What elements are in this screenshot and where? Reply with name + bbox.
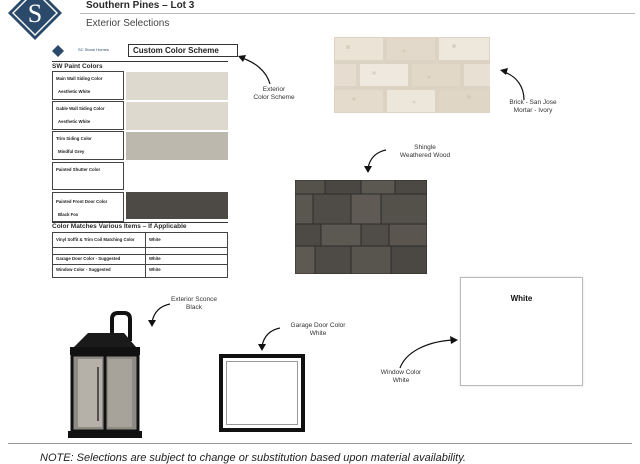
- exterior-caption: [244, 86, 304, 102]
- shingle-arrow-icon: [362, 148, 392, 174]
- paint-swatch: [126, 132, 228, 160]
- matches-table: [52, 232, 228, 278]
- paint-row-name: Painted Shutter Color: [56, 167, 101, 172]
- garage-arrow-icon: [256, 324, 284, 352]
- window-arrow-icon: [396, 332, 466, 372]
- shingle-sample-image: [295, 180, 427, 274]
- match-row-value: White: [149, 267, 161, 272]
- match-row-name: Window Color - Suggested: [56, 267, 111, 272]
- paint-row: [52, 131, 124, 160]
- paint-row: [52, 192, 124, 222]
- footer-divider: [8, 443, 632, 444]
- paint-row: [52, 162, 124, 190]
- garage-door-inner: [226, 361, 298, 425]
- exterior-arrow-icon: [230, 52, 280, 88]
- brick-caption: [496, 99, 570, 115]
- card-divider: [52, 61, 228, 62]
- exterior-caption-line2: Color Scheme: [253, 94, 295, 101]
- shingle-caption-line2: Weathered Wood: [399, 152, 451, 159]
- match-row-value: White: [149, 256, 161, 261]
- brick-caption-line2: Mortar - Ivory: [513, 107, 553, 114]
- paint-row: [52, 101, 124, 130]
- card-title: Custom Color Scheme: [128, 44, 238, 57]
- sconce-lamp-image: [64, 311, 154, 441]
- table-row-divider: [53, 254, 227, 255]
- company-logo: [8, 0, 62, 40]
- paint-row-value: Aesthetic White: [58, 89, 91, 94]
- color-scheme-card: [52, 44, 228, 278]
- paint-row-name: Gable Wall Siding Color: [56, 106, 105, 111]
- exterior-caption-line1: Exterior: [262, 86, 286, 93]
- paint-row: [52, 71, 124, 100]
- garage-caption-line1: Garage Door Color: [290, 322, 346, 329]
- table-column-divider: [145, 233, 146, 277]
- sconce-caption-line1: Exterior Sconce: [171, 296, 217, 303]
- match-row-name: Garage Door Color - Suggested: [56, 256, 121, 261]
- matches-heading: Color Matches Various Items – If Applicable: [52, 223, 187, 230]
- paint-row-name: Trim Siding Color: [56, 136, 92, 141]
- garage-caption: [278, 322, 358, 338]
- page-subtitle: Exterior Selections: [86, 18, 170, 29]
- garage-door-swatch: [219, 354, 305, 432]
- paint-swatch: [126, 192, 228, 219]
- paint-row-name: Painted Front Door Color: [56, 199, 108, 204]
- shingle-caption-line1: Shingle: [414, 144, 436, 151]
- window-caption: [366, 369, 436, 385]
- garage-caption-line2: White: [309, 330, 327, 337]
- paint-row-value: Mindful Grey: [58, 149, 85, 154]
- window-caption-line2: White: [392, 377, 410, 384]
- match-row-value: White: [149, 237, 161, 242]
- logo-letter: S: [27, 0, 43, 28]
- window-caption-line1: Window Color: [380, 369, 422, 376]
- card-brand: SC Stone Homes: [78, 47, 109, 52]
- footer-note: NOTE: Selections are subject to change or substitution based upon material availability.: [40, 452, 466, 464]
- sconce-caption-line2: Black: [186, 304, 202, 311]
- brick-caption-line1: Brick - San Jose: [509, 99, 557, 106]
- window-swatch-label: White: [510, 294, 533, 303]
- table-row-divider: [53, 247, 227, 248]
- card-logo-icon: [52, 45, 76, 57]
- match-row-name: Vinyl Soffit & Trim Coil Matching Color: [56, 237, 135, 242]
- shingle-caption: [388, 144, 462, 160]
- page-title: Southern Pines – Lot 3: [86, 0, 195, 11]
- paint-row-name: Main Wall Siding Color: [56, 76, 103, 81]
- paint-heading: SW Paint Colors: [52, 63, 103, 70]
- paint-swatch: [126, 102, 228, 130]
- table-row-divider: [53, 264, 227, 265]
- paint-row-value: Aesthetic White: [58, 119, 91, 124]
- paint-row-value: Black Fox: [58, 212, 79, 217]
- brick-sample-image: [334, 37, 490, 113]
- paint-swatch: [126, 72, 228, 100]
- window-swatch: [460, 277, 583, 386]
- header-divider: [80, 13, 635, 14]
